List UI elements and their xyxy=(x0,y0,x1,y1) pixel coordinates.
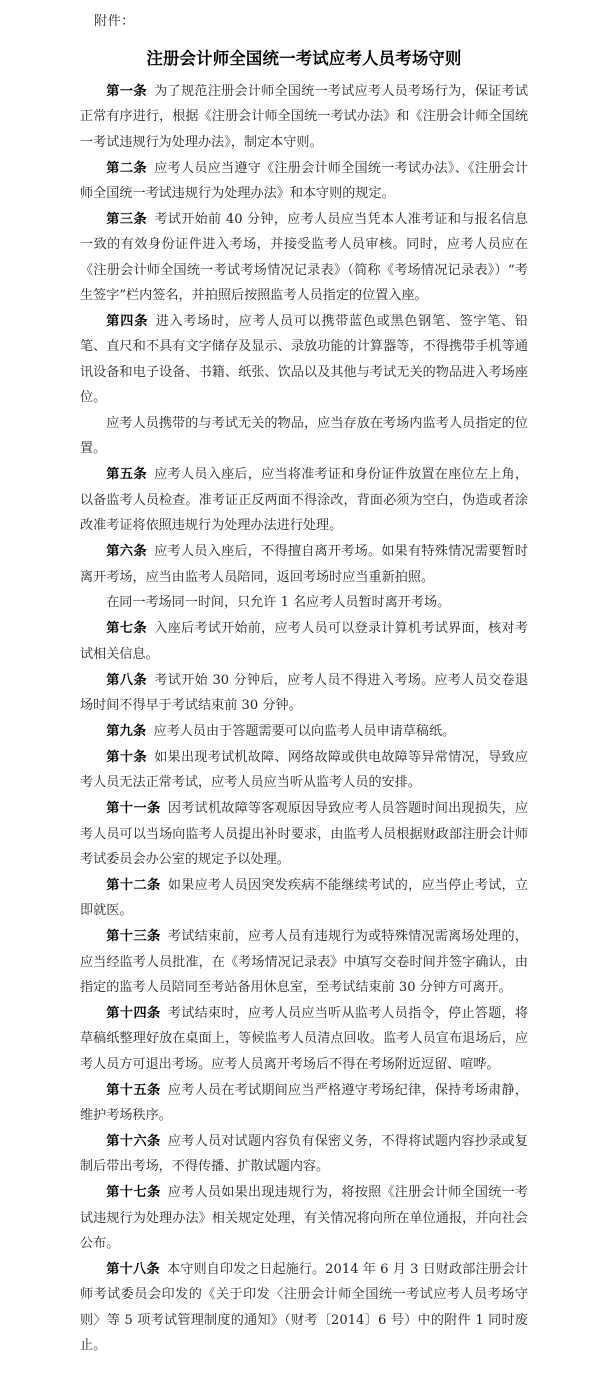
article-text: 应考人员对试题内容负有保密义务，不得将试题内容抄录或复制后带出考场，不得传播、扩散试题内容。 xyxy=(80,1133,529,1175)
article-number: 第十四条 xyxy=(106,1005,161,1021)
article-text: 考试结束时，应考人员应当听从监考人员指令，停止答题，将草稿纸整理好放在桌面上，等候监考人员清点回收。监考人员宣布退场后，应考人员方可退出考场。应考人员离开考场后不得在考场附近逗留、喧哗。 xyxy=(80,1005,529,1072)
article-15 xyxy=(80,1078,528,1129)
article-number: 第十六条 xyxy=(106,1133,161,1149)
article-number: 第三条 xyxy=(106,211,148,227)
article-text: 因考试机故障等客观原因导致应考人员答题时间出现损失，应考人员可以当场向监考人员提出补时要求，由监考人员根据财政部注册会计师考试委员会办公室的规定予以处理。 xyxy=(80,801,529,867)
article-number: 第一条 xyxy=(106,83,148,99)
article-text: 如果应考人员因突发疾病不能继续考试的，应当停止考试，立即就医。 xyxy=(80,877,529,919)
article-9 xyxy=(80,719,528,744)
article-text: 考试开始 30 分钟后，应考人员不得进入考场。应考人员交卷退场时间不得早于考试结束前 30 分钟。 xyxy=(80,672,528,714)
article-number: 第四条 xyxy=(106,313,149,329)
article-16 xyxy=(80,1129,528,1180)
article-14 xyxy=(80,1001,528,1077)
article-8 xyxy=(80,668,528,719)
article-13 xyxy=(80,924,528,1000)
article-text: 本守则自印发之日起施行。2014 年 6 月 3 日财政部注册会计师考试委员会印发的《关于印发〈注册会计师全国统一考试应考人员考场守则〉等 5 项考试管理制度的通知》（财考〔2014〕6 号）中的附件 1 同时废止。 xyxy=(80,1261,529,1354)
article-5 xyxy=(80,462,528,538)
article-text: 考试结束前，应考人员有违规行为或特殊情况需离场处理的，应当经监考人员批准，在《考场情况记录表》中填写交卷时间并签字确认，由指定的监考人员陪同至考站备用休息室，至考试结束前 30 分钟方可离开。 xyxy=(80,929,529,996)
article-text: 应考人员如果出现违规行为，将按照《注册会计师全国统一考试违规行为处理办法》相关规定处理，有关情况将向所在单位通报，并向社会公布。 xyxy=(80,1185,529,1252)
article-text: 应考人员在考试期间应当严格遵守考场纪律，保持考场肃静，维护考场秩序。 xyxy=(80,1082,529,1124)
article-1 xyxy=(80,79,528,155)
article-number: 第十五条 xyxy=(106,1082,161,1098)
article-17 xyxy=(80,1180,528,1256)
article-number: 第九条 xyxy=(106,723,147,739)
article-4 xyxy=(80,309,528,411)
article-text: 为了规范注册会计师全国统一考试应考人员考场行为，保证考试正常有序进行，根据《注册会计师全国统一考试办法》和《注册会计师全国统一考试违规行为处理办法》，制定本守则。 xyxy=(80,83,528,150)
article-number: 第六条 xyxy=(106,544,148,560)
article-number: 第十七条 xyxy=(106,1185,161,1201)
article-text: 入座后考试开始前，应考人员可以登录计算机考试界面，核对考试相关信息。 xyxy=(80,621,528,662)
attachment-label: 附件： xyxy=(94,14,135,29)
article-7 xyxy=(80,616,528,667)
article-18 xyxy=(80,1257,528,1359)
article-number: 第七条 xyxy=(106,621,148,637)
article-text: 应考人员应当遵守《注册会计师全国统一考试办法》、《注册会计师全国统一考试违规行为处理办法》和本守则的规定。 xyxy=(80,160,528,201)
article-text: 进入考场时，应考人员可以携带蓝色或黑色钢笔、签字笔、铅笔、直尺和不具有文字储存及显示、录放功能的计算器等，不得携带手机等通讯设备和电子设备、书籍、纸张、饮品以及其他与考试无关的物品进入考场座位。 xyxy=(80,313,528,406)
article-number: 第十条 xyxy=(106,749,148,765)
article-number: 第五条 xyxy=(106,467,148,483)
article-12 xyxy=(80,873,528,924)
article-10 xyxy=(80,745,528,796)
article-number: 第十二条 xyxy=(106,877,161,893)
article-number: 第八条 xyxy=(106,672,148,688)
article-4-continuation-paragraph: 应考人员携带的与考试无关的物品，应当存放在考场内监考人员指定的位置。 xyxy=(80,416,528,457)
article-number: 第十八条 xyxy=(106,1261,160,1277)
article-11 xyxy=(80,796,528,872)
article-text: 考试开始前 40 分钟，应考人员应当凭本人准考证和与报名信息一致的有效身份证件进入考场，并接受监考人员审核。同时，应考人员应在《注册会计师全国统一考试考场情况记录表》（简称《考场情况记录表》）“考生签字”栏内签名，并拍照后按照监考人员指定的位置入座。 xyxy=(80,211,528,304)
article-number: 第十一条 xyxy=(106,801,161,817)
article-text: 应考人员入座后，不得擅自离开考场。如果有特殊情况需要暂时离开考场，应当由监考人员陪同，返回考场时应当重新拍照。 xyxy=(80,544,528,585)
article-6 xyxy=(80,539,528,590)
article-text: 如果出现考试机故障、网络故障或供电故障等异常情况，导致应考人员无法正常考试，应考人员应当听从监考人员的安排。 xyxy=(80,749,528,791)
article-number: 第十三条 xyxy=(106,929,161,945)
article-text: 应考人员由于答题需要可以向监考人员申请草稿纸。 xyxy=(153,723,456,739)
article-2 xyxy=(80,156,528,207)
page-title: 注册会计师全国统一考试应考人员考场守则 xyxy=(146,48,462,68)
article-text: 应考人员入座后，应当将准考证和身份证件放置在座位左上角，以备监考人员检查。准考证正反两面不得涂改，背面必须为空白，伪造或者涂改准考证将依照违规行为处理办法进行处理。 xyxy=(80,467,528,534)
article-3 xyxy=(80,207,528,309)
article-6-continuation-paragraph: 在同一考场同一时间，只允许 1 名应考人员暂时离开考场。 xyxy=(106,595,451,611)
article-number: 第二条 xyxy=(106,160,148,176)
